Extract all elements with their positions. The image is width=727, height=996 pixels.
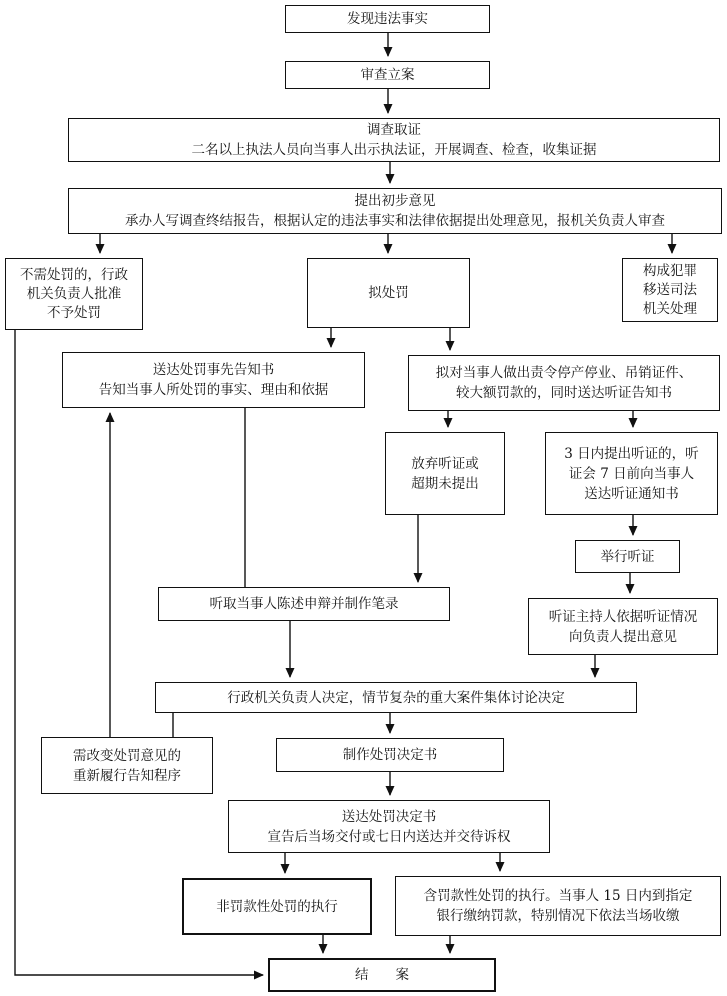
node-label: 非罚款性处罚的执行	[216, 898, 338, 915]
node-label: 需改变处罚意见的	[73, 747, 181, 764]
node-label: 告知当事人所处罚的事实、理由和依据	[98, 382, 329, 398]
node-investigate-evidence	[68, 118, 720, 162]
node-label: 向负责人提出意见	[569, 628, 677, 645]
node-hearing-presider-opinion	[528, 598, 718, 655]
node-proposed-punishment	[307, 258, 470, 328]
node-fine-execution	[395, 876, 721, 936]
node-non-fine-execution	[182, 878, 372, 935]
node-label: 较大额罚款的，同时送达听证告知书	[456, 385, 672, 401]
node-crime-transfer	[622, 258, 718, 322]
node-leader-decision	[155, 682, 637, 713]
node-label: 证会 7 日前向当事人	[568, 465, 695, 482]
node-renotify-procedure	[41, 737, 213, 794]
node-label: 二名以上执法人员向当事人出示执法证，开展调查、检查，收集证据	[191, 142, 597, 158]
node-label: 拟对当事人做出责令停产停业、吊销证件、	[435, 365, 693, 381]
node-label: 调查取证	[367, 122, 421, 138]
node-no-punishment	[5, 258, 143, 330]
node-label: 含罚款性处罚的执行。当事人 15 日内到指定	[423, 888, 693, 904]
node-label: 超期未提出	[411, 475, 479, 492]
node-hearing-notice	[408, 355, 720, 411]
node-label: 送达处罚决定书	[341, 808, 437, 825]
node-label: 审查立案	[360, 67, 415, 83]
node-label: 重新履行告知程序	[73, 767, 181, 784]
node-label: 3 日内提出听证的，听	[564, 445, 699, 462]
node-label: 承办人写调查终结报告，根据认定的违法事实和法律依据提出处理意见，报机关负责人审查	[125, 213, 665, 229]
node-label: 举行听证	[600, 548, 655, 565]
node-discover-facts	[285, 5, 490, 33]
node-label: 行政机关负责人决定，情节复杂的重大案件集体讨论决定	[227, 689, 565, 706]
node-review-filing	[285, 61, 490, 89]
node-hear-statement-record	[158, 587, 450, 621]
node-label: 移送司法	[643, 281, 697, 298]
node-preliminary-opinion	[68, 188, 722, 234]
node-label: 机关负责人批准	[26, 285, 122, 302]
node-label: 听取当事人陈述申辩并制作笔录	[209, 596, 399, 612]
node-label: 构成犯罪	[643, 262, 697, 279]
node-label: 放弃听证或	[411, 455, 479, 472]
node-label: 不需处罚的，行政	[20, 266, 128, 283]
node-label: 结 案	[355, 967, 409, 983]
node-hold-hearing	[575, 540, 680, 573]
node-request-hearing	[545, 432, 718, 515]
node-label: 不予处罚	[47, 304, 101, 321]
node-deliver-decision-doc	[228, 800, 550, 853]
node-label: 宣告后当场交付或七日内送达并交待诉权	[267, 828, 511, 845]
node-label: 发现违法事实	[347, 11, 428, 27]
node-label: 送达听证通知书	[584, 485, 679, 502]
node-make-decision-doc	[276, 738, 504, 772]
node-label: 提出初步意见	[354, 193, 436, 209]
node-waive-hearing	[385, 432, 505, 515]
node-label: 拟处罚	[368, 285, 409, 301]
node-label: 制作处罚决定书	[342, 747, 438, 763]
node-label: 银行缴纳罚款，特别情况下依法当场收缴	[436, 908, 680, 924]
node-label: 听证主持人依据听证情况	[548, 608, 698, 625]
node-label: 机关处理	[643, 300, 697, 317]
node-prior-notice	[62, 352, 365, 408]
node-case-closed	[268, 958, 496, 992]
node-label: 送达处罚事先告知书	[152, 362, 275, 378]
